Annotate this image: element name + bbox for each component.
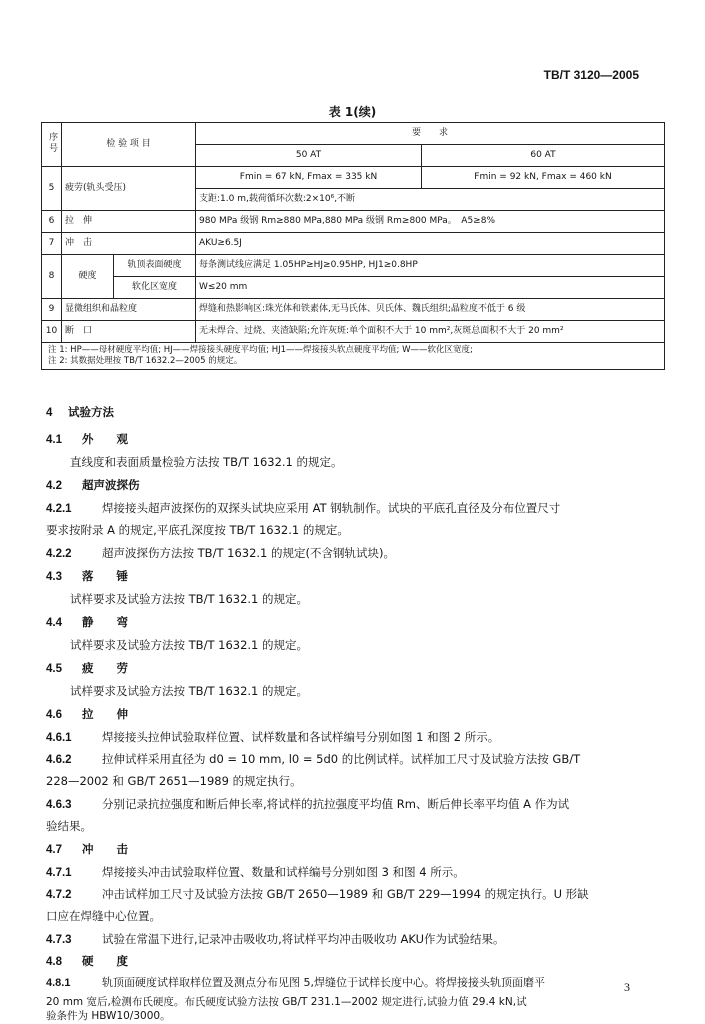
header-seq: 序号 — [42, 123, 62, 167]
table-note: 注 1: HP——母材硬度平均值; HJ——焊接接头硬度平均值; HJ1——焊接接头软点硬度平均值; W——软化区宽度; — [48, 345, 473, 355]
row-item: 断 口 — [62, 321, 196, 343]
section-heading: 4 试验方法 — [46, 405, 114, 419]
section-heading: 4.4 静 弯 — [46, 615, 128, 629]
row-requirement: 支距:1.0 m,载荷循环次数:2×10⁶,不断 — [196, 189, 665, 211]
paragraph: 试样要求及试验方法按 TB/T 1632.1 的规定。 — [70, 592, 309, 606]
page-number: 3 — [624, 980, 630, 994]
section-heading: 4.7 冲 击 — [46, 842, 128, 856]
paragraph: 228—2002 和 GB/T 2651—1989 的规定执行。 — [46, 774, 302, 788]
row-number: 7 — [42, 233, 62, 255]
table-row — [42, 299, 665, 321]
table-row — [42, 167, 665, 189]
paragraph: 4.6.3 分别记录抗拉强度和断后伸长率,将试样的抗拉强度平均值 Rm、断后伸长率平均值 A 作为试 — [46, 797, 570, 811]
paragraph: 4.7.3 试验在常温下进行,记录冲击吸收功,将试样平均冲击吸收功 AKU作为试验结果。 — [46, 932, 505, 946]
row-requirement-60at: Fmin = 92 kN, Fmax = 460 kN — [422, 167, 665, 189]
paragraph: 验条件为 HBW10/3000。 — [46, 1010, 171, 1022]
header-50at: 50 AT — [196, 145, 422, 167]
header-item: 检 验 项 目 — [62, 123, 196, 167]
row-requirement: W≤20 mm — [196, 277, 665, 299]
section-heading: 4.5 疲 劳 — [46, 661, 128, 675]
section-heading: 4.3 落 锤 — [46, 569, 128, 583]
table-row — [42, 211, 665, 233]
paragraph: 20 mm 宽后,检测布氏硬度。布氏硬度试验方法按 GB/T 231.1—2002 规定进行,试验力值 29.4 kN,试 — [46, 996, 527, 1008]
section-heading: 4.2 超声波探伤 — [46, 478, 140, 492]
table-notes — [42, 343, 665, 370]
paragraph: 4.6.2 拉伸试样采用直径为 d0 = 10 mm, l0 = 5d0 的比例试样。试样加工尺寸及试验方法按 GB/T — [46, 752, 581, 766]
table-row — [42, 255, 665, 277]
row-requirement: 焊缝和热影响区:珠光体和铁素体,无马氏体、贝氏体、魏氏组织;晶粒度不低于 6 级 — [196, 299, 665, 321]
section-heading: 4.8 硬 度 — [46, 954, 128, 968]
section-heading: 4.1 外 观 — [46, 432, 128, 446]
table-note: 注 2: 其数据处理按 TB/T 1632.2—2005 的规定。 — [48, 356, 243, 366]
paragraph: 试样要求及试验方法按 TB/T 1632.1 的规定。 — [70, 684, 309, 698]
paragraph: 验结果。 — [46, 819, 92, 833]
table-caption: 表 1(续) — [328, 105, 377, 119]
row-requirement: 980 MPa 级钢 Rm≥880 MPa,880 MPa 级钢 Rm≥800 MPa。 A5≥8% — [196, 211, 665, 233]
paragraph: 4.7.2 冲击试样加工尺寸及试验方法按 GB/T 2650—1989 和 GB/T 229—1994 的规定执行。U 形缺 — [46, 887, 589, 901]
paragraph: 直线度和表面质量检验方法按 TB/T 1632.1 的规定。 — [70, 455, 343, 469]
row-requirement: 每条测试线应满足 1.05HP≥HJ≥0.95HP, HJ1≥0.8HP — [196, 255, 665, 277]
row-requirement: AKU≥6.5J — [196, 233, 665, 255]
row-item: 冲 击 — [62, 233, 196, 255]
paragraph: 4.2.2 超声波探伤方法按 TB/T 1632.1 的规定(不含钢轨试块)。 — [46, 546, 395, 560]
row-number: 10 — [42, 321, 62, 343]
row-item: 显微组织和晶粒度 — [62, 299, 196, 321]
row-number: 6 — [42, 211, 62, 233]
table-row — [42, 233, 665, 255]
row-number: 8 — [42, 255, 62, 299]
row-item: 硬度 — [62, 255, 114, 299]
paragraph: 要求按附录 A 的规定,平底孔深度按 TB/T 1632.1 的规定。 — [46, 523, 349, 537]
paragraph: 4.7.1 焊接接头冲击试验取样位置、数量和试样编号分别如图 3 和图 4 所示。 — [46, 865, 465, 879]
row-requirement: 无未焊合、过烧、夹渣缺陷;允许灰斑:单个面积不大于 10 mm²,灰斑总面积不大于 20 mm² — [196, 321, 665, 343]
header-60at: 60 AT — [422, 145, 665, 167]
requirements-table — [41, 122, 665, 370]
table-header-row — [42, 123, 665, 145]
row-item: 疲劳(轨头受压) — [62, 167, 196, 211]
paragraph: 4.2.1 焊接接头超声波探伤的双探头试块应采用 AT 钢轨制作。试块的平底孔直径及分布位置尺寸 — [46, 501, 561, 515]
table-notes-row — [42, 343, 665, 370]
section-heading: 4.6 拉 伸 — [46, 707, 128, 721]
row-number: 9 — [42, 299, 62, 321]
row-number: 5 — [42, 167, 62, 211]
paragraph: 4.8.1 轨顶面硬度试样取样位置及测点分布见图 5,焊缝位于试样长度中心。将焊接接头轨顶面磨平 — [46, 976, 545, 989]
table-row — [42, 321, 665, 343]
row-subitem: 软化区宽度 — [114, 277, 196, 299]
paragraph: 试样要求及试验方法按 TB/T 1632.1 的规定。 — [70, 638, 309, 652]
row-item: 拉 伸 — [62, 211, 196, 233]
standard-code: TB/T 3120—2005 — [543, 68, 639, 82]
row-subitem: 轨顶表面硬度 — [114, 255, 196, 277]
header-requirement: 要 求 — [196, 123, 665, 145]
table-row — [42, 277, 665, 299]
row-requirement-50at: Fmin = 67 kN, Fmax = 335 kN — [196, 167, 422, 189]
paragraph: 口应在焊缝中心位置。 — [46, 909, 161, 923]
paragraph: 4.6.1 焊接接头拉伸试验取样位置、试样数量和各试样编号分别如图 1 和图 2 所示。 — [46, 730, 500, 744]
